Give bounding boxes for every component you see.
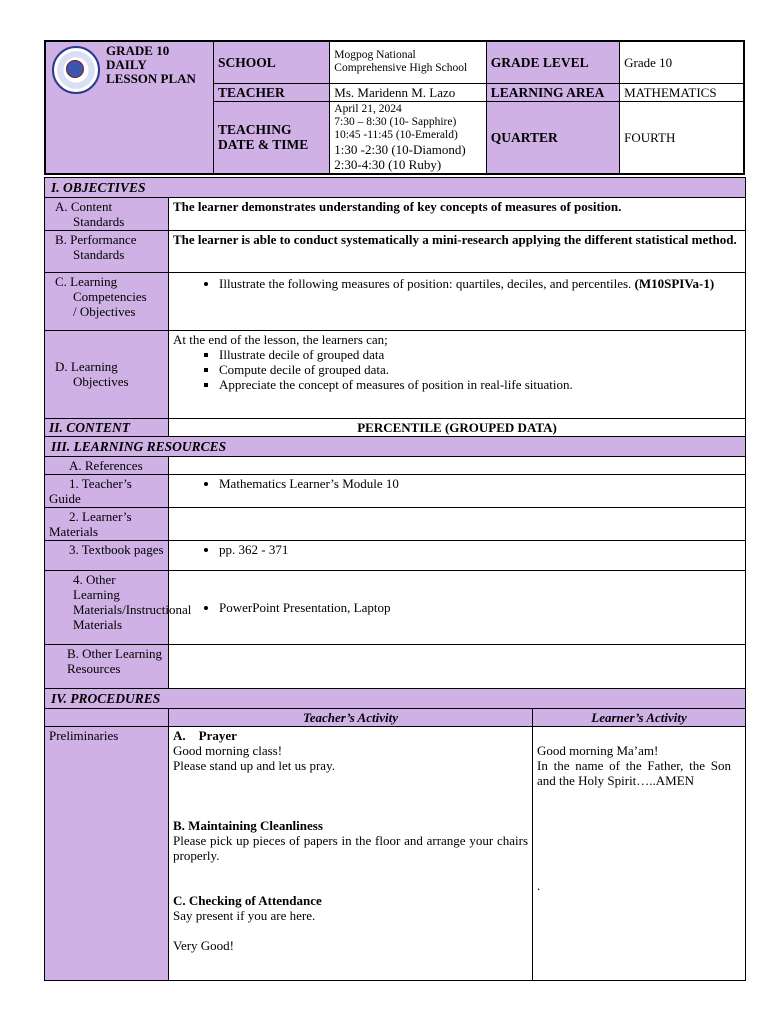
references-value — [169, 456, 746, 474]
learner-greeting: Good morning Ma’am! — [537, 742, 659, 758]
other-resources-value — [169, 644, 746, 688]
content-value: PERCENTILE (GROUPED DATA) — [169, 418, 746, 436]
learning-competencies-label-3: / Objectives — [73, 303, 136, 319]
learners-materials-value — [169, 507, 746, 540]
datetime-label — [213, 101, 329, 174]
quarter-value: FOURTH — [620, 101, 744, 174]
learning-objectives-label — [45, 330, 169, 418]
deped-seal-icon — [52, 46, 100, 94]
performance-standards-label-2: Standards — [73, 246, 125, 262]
title-line-1: GRADE 10 — [106, 43, 170, 58]
title-line-2: DAILY — [106, 57, 147, 72]
prayer-title: A. Prayer — [173, 727, 237, 743]
procedures-blank-header — [45, 708, 169, 726]
learner-activity-cell — [533, 726, 746, 980]
other-materials-label: 4. Other Learning Materials/Instructional Materials — [45, 570, 169, 644]
grade-level-value: Grade 10 — [620, 41, 744, 83]
textbook-pages-cell — [169, 540, 746, 570]
grade-level-label: GRADE LEVEL — [486, 41, 619, 83]
datetime-label-1: TEACHING — [217, 122, 292, 137]
learner-prayer: In the name of the Father, the Son and the Holy Spirit…..AMEN — [537, 757, 732, 788]
prayer-line-1: Good morning class! — [173, 742, 283, 758]
learning-objectives-label-1: D. Learning — [55, 359, 118, 374]
prayer-line-2: Please stand up and let us pray. — [173, 757, 335, 773]
preliminaries-label: Preliminaries — [45, 726, 169, 980]
content-standards-label — [45, 197, 169, 230]
time-4: 2:30-4:30 (10 Ruby) — [334, 156, 442, 172]
learning-competencies-label-2: Competencies — [73, 288, 147, 304]
school-value: Mogpog National Comprehensive High School — [330, 41, 486, 83]
title-line-3: LESSON PLAN — [106, 71, 196, 86]
learner-dot: . — [537, 877, 541, 893]
lesson-plan-document — [44, 40, 745, 981]
time-1: 7:30 – 8:30 (10- Sapphire) — [334, 115, 457, 128]
learner-activity-header: Learner’s Activity — [533, 708, 746, 726]
learners-materials-label: 2. Learner’s Materials — [45, 507, 169, 540]
title-cell — [45, 41, 213, 174]
attendance-title: C. Checking of Attendance — [173, 892, 322, 908]
teacher-activity-cell — [169, 726, 533, 980]
learning-objectives-cell — [169, 330, 746, 418]
teachers-guide-cell — [169, 474, 746, 507]
references-label: A. References — [45, 456, 169, 474]
learning-area-label: LEARNING AREA — [486, 83, 619, 101]
learning-competencies-label-1: C. Learning — [55, 273, 118, 289]
objective-item: ▪ Illustrate decile of grouped data — [219, 347, 741, 362]
cleanliness-title: B. Maintaining Cleanliness — [173, 817, 323, 833]
learning-objectives-label-2: Objectives — [73, 374, 129, 389]
learning-competencies-label — [45, 272, 169, 330]
objective-item: ▪ Appreciate the concept of measures of position in real-life situation. — [219, 377, 741, 392]
competency-item — [219, 276, 741, 291]
learning-area-value: MATHEMATICS — [620, 83, 744, 101]
school-label: SCHOOL — [213, 41, 329, 83]
procedures-heading: IV. PROCEDURES — [45, 688, 746, 708]
competency-code: (M10SPIVa-1) — [634, 275, 715, 291]
other-materials-cell — [169, 570, 746, 644]
competency-text: Illustrate the following measures of position: quartiles, deciles, and percentiles. — [219, 275, 632, 291]
other-materials-value: • PowerPoint Presentation, Laptop — [219, 600, 741, 615]
time-3: 1:30 -2:30 (10-Diamond) — [334, 141, 466, 157]
quarter-label: QUARTER — [486, 101, 619, 174]
performance-standards-label-1: B. Performance — [55, 231, 137, 247]
datetime-label-2: DATE & TIME — [217, 137, 309, 152]
attendance-line-1: Say present if you are here. — [173, 907, 316, 923]
learning-competencies-cell — [169, 272, 746, 330]
performance-standards-text: The learner is able to conduct systematically a mini-research applying the different statistical method. — [169, 230, 746, 272]
other-resources-label: B. Other Learning Resources — [45, 644, 169, 688]
header-table — [44, 40, 745, 175]
attendance-line-2: Very Good! — [173, 937, 235, 953]
datetime-value — [330, 101, 486, 174]
objectives-heading: I. OBJECTIVES — [45, 177, 746, 197]
body-table — [44, 177, 746, 981]
teachers-guide-label: 1. Teacher’s Guide — [45, 474, 169, 507]
objective-item: ▪ Compute decile of grouped data. — [219, 362, 741, 377]
teacher-label: TEACHER — [213, 83, 329, 101]
cleanliness-text: Please pick up pieces of papers in the floor and arrange your chairs properly. — [173, 832, 528, 863]
performance-standards-label — [45, 230, 169, 272]
teachers-guide-value: • Mathematics Learner’s Module 10 — [219, 476, 741, 491]
content-heading: II. CONTENT — [45, 418, 169, 436]
textbook-pages-label: 3. Textbook pages — [45, 540, 169, 570]
resources-heading: III. LEARNING RESOURCES — [45, 436, 746, 456]
content-standards-label-2: Standards — [73, 213, 125, 229]
teacher-value: Ms. Maridenn M. Lazo — [330, 83, 486, 101]
time-2: 10:45 -11:45 (10-Emerald) — [334, 128, 458, 141]
textbook-pages-value: • pp. 362 - 371 — [219, 542, 741, 557]
learning-objectives-intro: At the end of the lesson, the learners can; — [173, 331, 388, 347]
teacher-activity-header: Teacher’s Activity — [169, 708, 533, 726]
content-standards-label-1: A. Content — [55, 198, 113, 214]
date-value: April 21, 2024 — [334, 102, 402, 115]
content-standards-text: The learner demonstrates understanding of key concepts of measures of position. — [169, 197, 746, 230]
